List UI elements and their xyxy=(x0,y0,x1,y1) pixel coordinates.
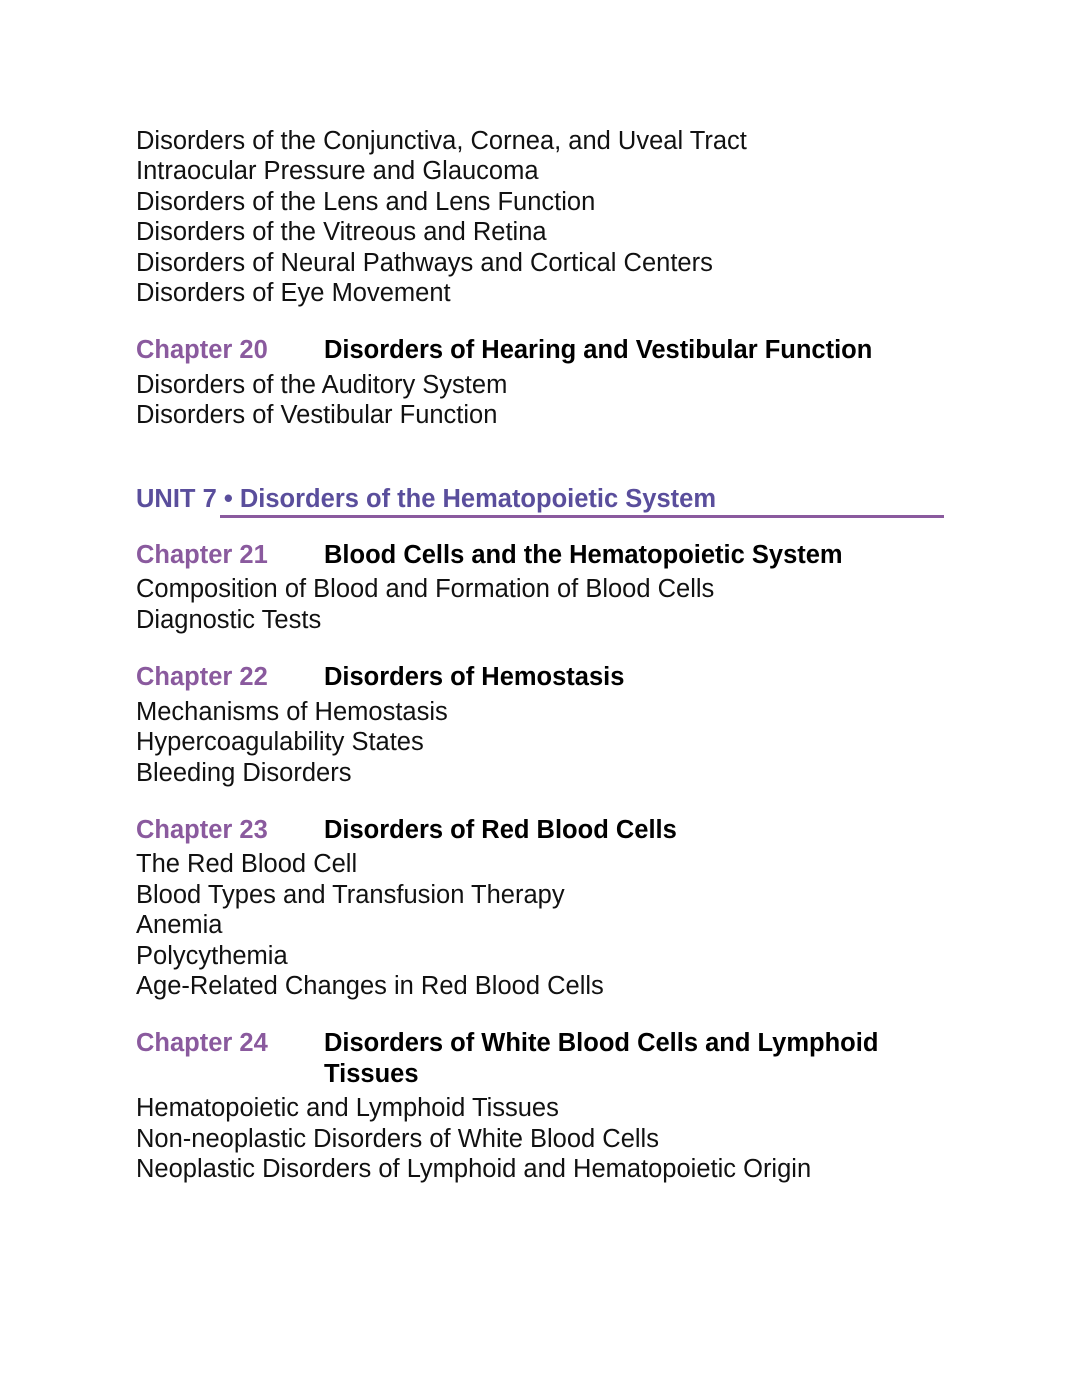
chapter-title: Disorders of Hemostasis xyxy=(324,663,625,692)
chapter-21-heading xyxy=(136,540,946,570)
topic-item: Anemia xyxy=(136,911,223,940)
topic-item: Mechanisms of Hemostasis xyxy=(136,697,448,726)
topic-item: Hypercoagulability States xyxy=(136,728,424,757)
chapter-20-topic-list xyxy=(136,370,946,431)
topic-item: Disorders of Neural Pathways and Cortical Centers xyxy=(136,248,713,277)
unit-label: UNIT 7 xyxy=(136,484,217,513)
chapter-number: Chapter 22 xyxy=(136,663,268,692)
chapter-number: Chapter 24 xyxy=(136,1029,268,1058)
topic-item: Disorders of Vestibular Function xyxy=(136,401,498,430)
topic-item: Disorders of Eye Movement xyxy=(136,279,451,308)
chapter-number: Chapter 23 xyxy=(136,815,268,844)
topic-item: Disorders of the Auditory System xyxy=(136,370,508,399)
chapter-number: Chapter 20 xyxy=(136,336,268,365)
table-of-contents-page xyxy=(136,126,946,1184)
topic-item: Intraocular Pressure and Glaucoma xyxy=(136,157,539,186)
topic-item: Disorders of the Lens and Lens Function xyxy=(136,187,596,216)
topic-item: Polycythemia xyxy=(136,941,288,970)
chapter-22-topic-list xyxy=(136,697,946,788)
intro-topic-list xyxy=(136,126,946,308)
unit-7-heading xyxy=(136,484,946,514)
topic-item: Disorders of the Conjunctiva, Cornea, and Uveal Tract xyxy=(136,127,747,155)
topic-item: Blood Types and Transfusion Therapy xyxy=(136,880,565,909)
topic-item: Hematopoietic and Lymphoid Tissues xyxy=(136,1094,559,1123)
chapter-23-heading xyxy=(136,815,946,845)
chapter-number: Chapter 21 xyxy=(136,541,268,570)
topic-item: Disorders of the Vitreous and Retina xyxy=(136,218,547,247)
chapter-24-heading xyxy=(136,1028,946,1089)
topic-item: Age-Related Changes in Red Blood Cells xyxy=(136,971,604,1000)
chapter-23-topic-list xyxy=(136,849,946,1001)
topic-item: Composition of Blood and Formation of Blood Cells xyxy=(136,575,715,604)
chapter-title: Disorders of Red Blood Cells xyxy=(324,815,677,844)
topic-item: Neoplastic Disorders of Lymphoid and Hematopoietic Origin xyxy=(136,1154,812,1183)
topic-item: Non-neoplastic Disorders of White Blood Cells xyxy=(136,1124,659,1153)
unit-underline-divider xyxy=(220,515,944,518)
topic-item: Bleeding Disorders xyxy=(136,758,352,787)
chapter-20-heading xyxy=(136,335,946,365)
unit-separator: • xyxy=(216,484,240,513)
topic-item: The Red Blood Cell xyxy=(136,850,358,879)
chapter-24-topic-list xyxy=(136,1093,946,1184)
chapter-22-heading xyxy=(136,662,946,692)
topic-item: Diagnostic Tests xyxy=(136,605,322,634)
chapter-title: Disorders of Hearing and Vestibular Function xyxy=(324,336,873,365)
chapter-title: Disorders of White Blood Cells and Lymphoid Tissues xyxy=(324,1029,879,1088)
unit-title: Disorders of the Hematopoietic System xyxy=(239,484,716,513)
chapter-21-topic-list xyxy=(136,574,946,635)
chapter-title: Blood Cells and the Hematopoietic System xyxy=(324,541,843,570)
